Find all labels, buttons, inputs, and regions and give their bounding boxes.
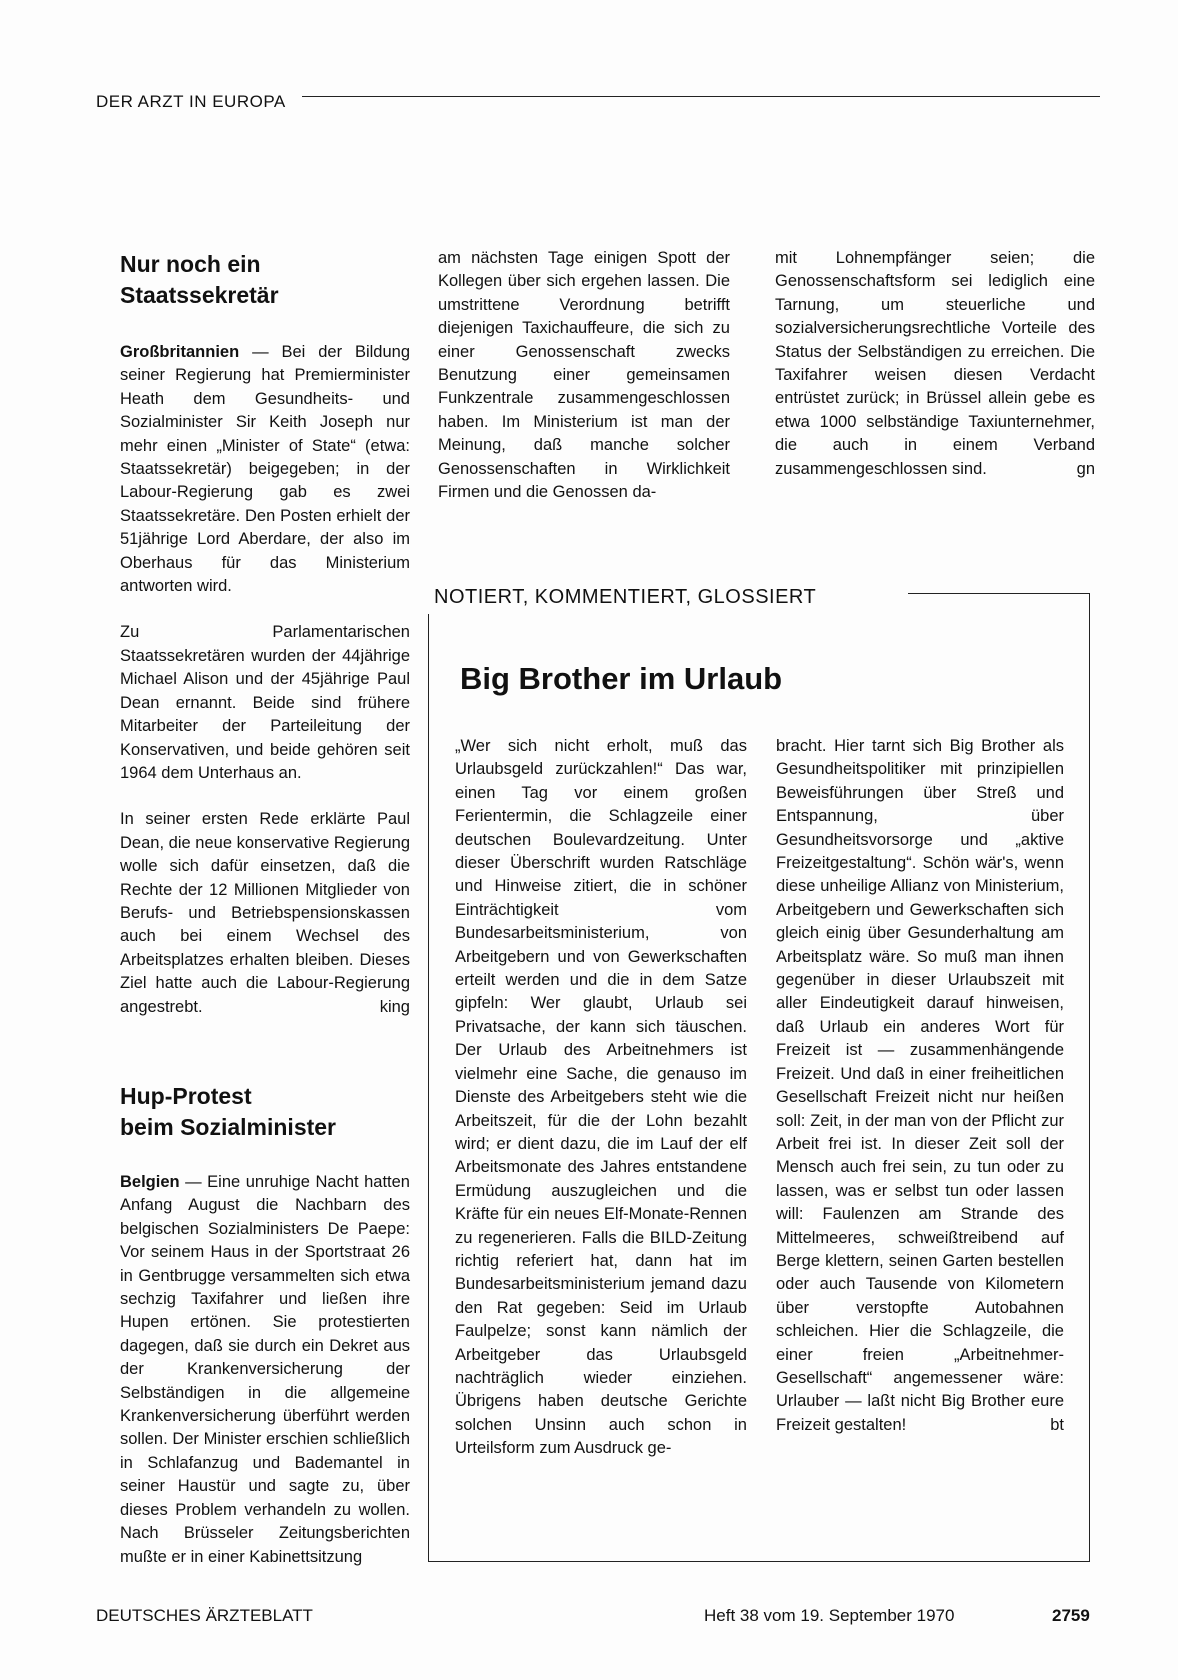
article1-paragraph-3 — [120, 808, 410, 1019]
article2-headline-line1: Hup-Protest — [120, 1083, 252, 1109]
box-headline: Big Brother im Urlaub — [460, 661, 783, 696]
article1-signature: king — [379, 997, 410, 1016]
article1-paragraph-2: Zu Parlamentarischen Staatssekretären wurden der 44jährige Michael Alison und der 45jährige Paul Dean ernannt. Beide sind frühere Mitarbeiter der Parteileitung der Konservativen, und beide gehören seit 1964 dem Unterhaus an. — [120, 623, 410, 782]
article1-lead-country: Großbritannien — [120, 343, 240, 361]
section-header: DER ARZT IN EUROPA — [96, 92, 286, 111]
article1-paragraph-1 — [120, 341, 410, 598]
article1-headline-line2: Staatssekretär — [120, 282, 279, 308]
box-right-rule — [1089, 593, 1090, 1561]
box-left-rule — [428, 614, 429, 1561]
article1-body — [120, 341, 410, 1019]
article2-column-3-body: mit Lohnempfänger seien; die Genossenschaftsform sei lediglich eine Tarnung, um steuerliche und sozialversicherungsrechtliche Vorteile des Status der Selbständigen zu erreichen. Die Taxifahrer weisen diesen Verdacht entrüstet zurück; in Brüssel allein gebe es etwa 1000 selbständige Taxiunternehmer, die auch in einem Verband zusammengeschlossen sind. — [775, 249, 1095, 478]
footer-journal: DEUTSCHES ÄRZTEBLATT — [96, 1606, 313, 1625]
article1-headline — [120, 249, 420, 311]
article2-column-1-body: — Eine unruhige Nacht hatten Anfang August die Nachbarn des belgischen Sozialministers De Paepe: Vor seinem Haus in der Sportstraat 26 in Gentbrugge versammelten sich etwa sechzig Taxifahrer und ließen ihre Hupen ertönen. Sie protestierten dagegen, daß sie durch ein Dekret aus der Krankenversicherung der Selbständigen in die allgemeine Krankenversicherung überführt werden sollen. Der Minister erschien schließlich in Schlafanzug und Bademantel in seiner Haustür und sagte zu, über dieses Problem verhandeln zu wollen. Nach Brüsseler Zeitungsberichten mußte er in einer Kabinettsitzung — [120, 1173, 410, 1566]
box-column-2-body: bracht. Hier tarnt sich Big Brother als Gesundheitspolitiker mit prinzipiellen Beweisführungen über Streß und Entspannung, über Gesundheitsvorsorge und „aktive Freizeitgestaltung“. Schön wär's, wenn diese unheilige Allianz von Ministerium, Arbeitgebern und Gewerkschaften sich gleich einig über Gesunderhaltung am Arbeitsplatz wäre. So muß man ihnen gegenüber in dieser Urlaubszeit mit aller Eindeutigkeit darauf hinweisen, daß Urlaub ein anderes Wort für Freizeit ist — zusammenhängende Freizeit. Und daß in einer freiheitlichen Gesellschaft Freizeit nicht nur heißen soll: Zeit, in der man von der Pflicht zur Arbeit frei ist. In dieser Zeit soll der Mensch auch frei sein, zu tun oder zu lassen, was er selbst tun oder lassen will: Faulenzen am Strande des Mittelmeeres, schweißtreibend auf Berge klettern, seinen Garten bestellen oder auch Tausende von Kilometern über verstopfte Autobahnen schleichen. Hier die Schlagzeile, die einer freien „Arbeitnehmer-Gesellschaft“ angemessener wäre: Urlauber — laßt nicht Big Brother eure Freizeit gestalten! — [776, 737, 1064, 1434]
article2-headline-line2: beim Sozialminister — [120, 1114, 337, 1140]
article2-column-2 — [438, 247, 730, 504]
box-column-2-text — [776, 735, 1064, 1437]
article2-signature: gn — [1076, 459, 1095, 478]
article1-headline-line1: Nur noch ein — [120, 251, 261, 277]
box-column-1 — [455, 735, 747, 1461]
article2-column-1 — [120, 1171, 410, 1569]
article1-paragraph-1-text: — Bei der Bildung seiner Regierung hat Premierminister Heath dem Gesundheits- und Sozialminister Sir Keith Joseph nur mehr einen „Minister of State“ (etwa: Staatssekretär) beigegeben; in der Labour-Regierung gab es zwei Staatssekretäre. Den Posten erhielt der 51jährige Lord Aberdare, der also im Oberhaus für das Ministerium antworten wird. — [120, 343, 410, 596]
article2-column-3-text — [775, 247, 1095, 481]
box-column-2 — [776, 735, 1064, 1437]
article2-column-1-text — [120, 1171, 410, 1569]
article2-lead-country: Belgien — [120, 1173, 180, 1191]
article2-headline — [120, 1081, 420, 1143]
article1-paragraph-3-text: In seiner ersten Rede erklärte Paul Dean, die neue konservative Regierung wolle sich dafür einsetzen, daß die Rechte der 12 Millionen Mitglieder von Berufs- und Betriebspensionskassen auch bei einem Wechsel des Arbeitsplatzes erhalten bleiben. Dieses Ziel hatte auch die Labour-Regierung angestrebt. — [120, 810, 410, 1016]
footer-issue: Heft 38 vom 19. September 1970 — [704, 1606, 955, 1625]
box-top-rule — [908, 593, 1090, 594]
header-rule — [302, 96, 1100, 97]
box-signature: bt — [1050, 1415, 1064, 1434]
footer-page-number: 2759 — [1052, 1606, 1090, 1625]
box-bottom-rule — [428, 1561, 1090, 1562]
article2-column-3 — [775, 247, 1095, 481]
box-section-label: NOTIERT, KOMMENTIERT, GLOSSIERT — [434, 586, 817, 608]
article2-column-2-text: am nächsten Tage einigen Spott der Kollegen über sich ergehen lassen. Die umstrittene Verordnung betrifft diejenigen Taxichauffeure, die sich zu einer Genossenschaft zwecks Benutzung einer gemeinsamen Funkzentrale zusammengeschlossen haben. Im Ministerium ist man der Meinung, daß manche solcher Genossenschaften in Wirklichkeit Firmen und die Genossen da- — [438, 249, 730, 502]
box-column-1-text: „Wer sich nicht erholt, muß das Urlaubsgeld zurückzahlen!“ Das war, einen Tag vor einem großen Ferientermin, die Schlagzeile einer deutschen Boulevardzeitung. Unter dieser Überschrift wurden Ratschläge und Hinweise zitiert, die in schöner Einträchtigkeit vom Bundesarbeitsministerium, von Arbeitgebern und von Gewerkschaften erteilt werden und die in dem Satze gipfeln: Wer glaubt, Urlaub sei Privatsache, der kann sich täuschen. Der Urlaub des Arbeitnehmers ist vielmehr eine Sache, die genauso im Dienste des Arbeitgebers steht wie die Arbeitszeit, für die der Lohn bezahlt wird; er dient dazu, die im Lauf der elf Arbeitsmonate des Jahres entstandene Ermüdung auszugleichen und die Kräfte für ein neues Elf-Monate-Rennen zu regenerieren. Falls die BILD-Zeitung richtig referiert hat, dann hat im Bundesarbeitsministerium jemand dazu den Rat gegeben: Seid im Urlaub Faulpelze; sonst kann nämlich der Arbeitgeber das Urlaubsgeld nachträglich wieder einziehen. Übrigens haben deutsche Gerichte solchen Unsinn auch schon in Urteilsform zum Ausdruck ge- — [455, 737, 747, 1458]
